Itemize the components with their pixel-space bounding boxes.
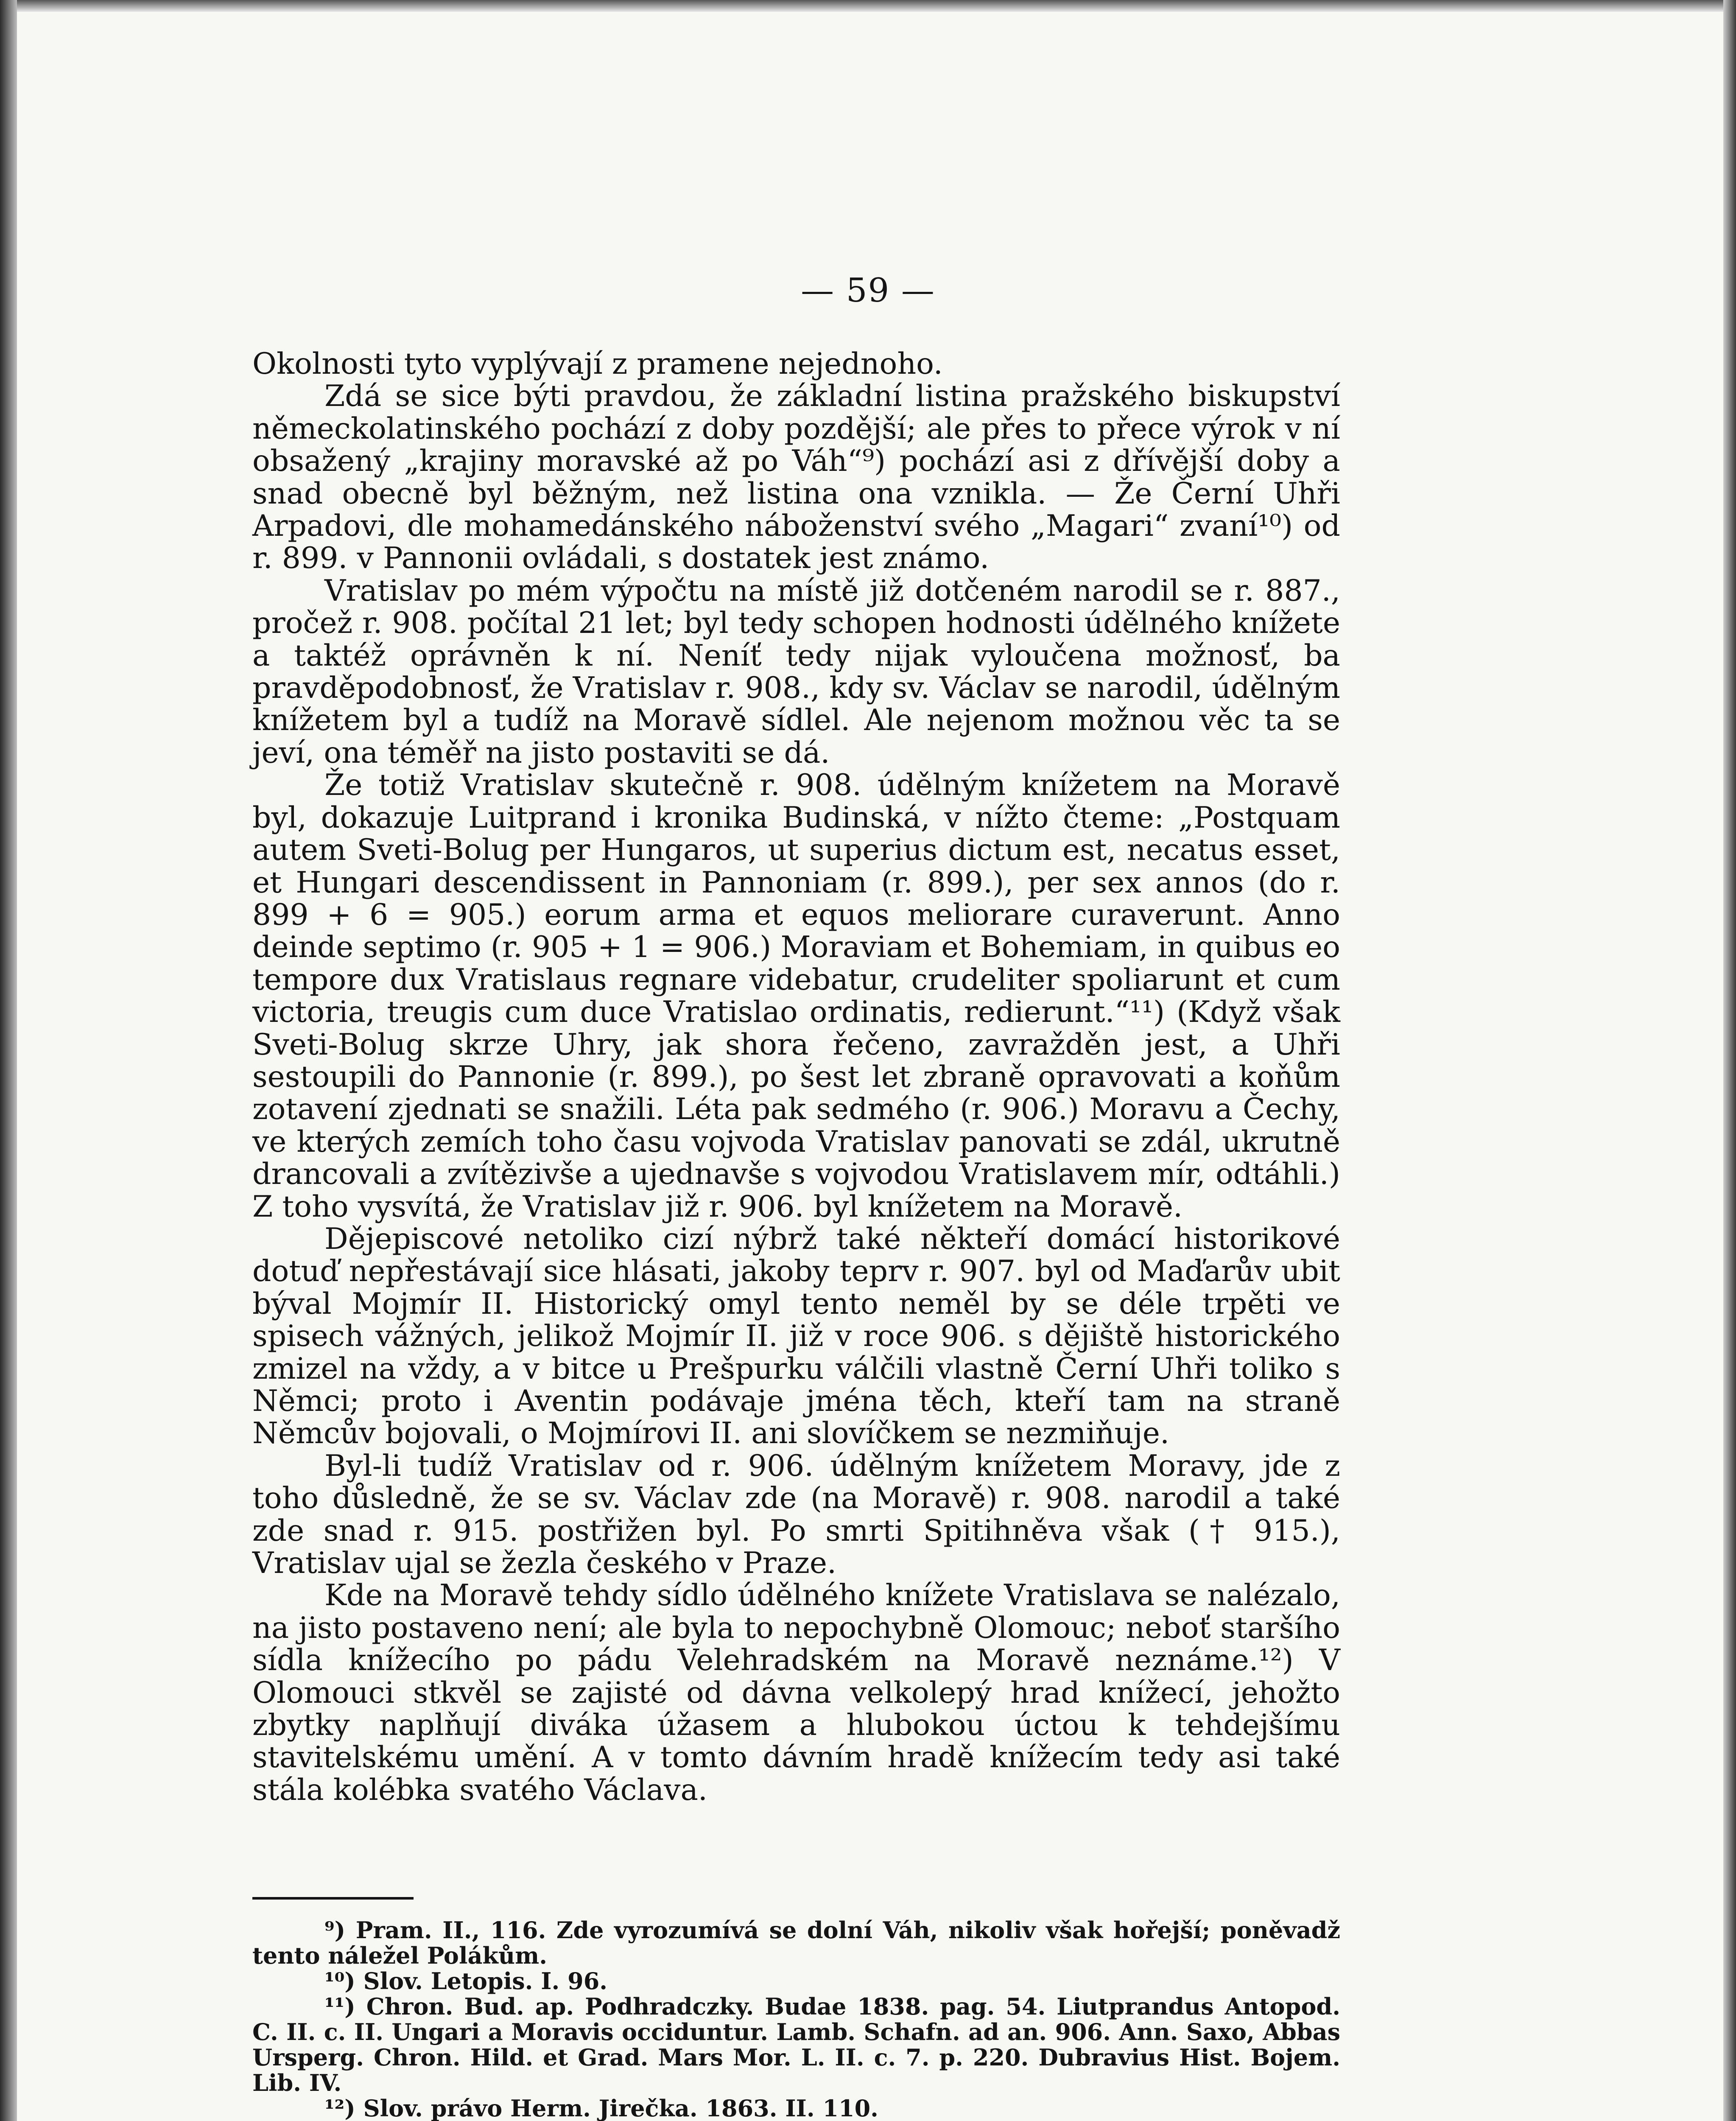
paragraph: Že totiž Vratislav skutečně r. 908. údělným knížetem na Moravě byl, dokazuje Luitprand i kronika Budinská, v nížto čteme: „Postquam autem Sveti-Bolug per Hungaros, ut superius dictum est, necatus esset, et Hungari descendissent in Pannoniam (r. 899.), per sex annos (do r. 899 + 6 = 905.) eorum arma et equos meliorare curaverunt. Anno deinde septimo (r. 905 + 1 = 906.) Moraviam et Bohemiam, in quibus eo tempore dux Vratislaus regnare videbatur, crudeliter spoliarunt et cum victoria, treugis cum duce Vratislao ordinatis, redierunt.“¹¹) (Když však Sveti-Bolug skrze Uhry, jak shora řečeno, zavražděn jest, a Uhři sestoupili do Pannonie (r. 899.), po šest let zbraně opravovati a koňům zotavení zjednati se snažili. Léta pak sedmého (r. 906.) Moravu a Čechy, ve kterých zemích toho času vojvoda Vratislav panovati se zdál, ukrutně drancovali a zvítězivše a ujednavše s vojvodou Vratislavem mír, odtáhli.) Z toho vysvítá, že Vratislav již r. 906. byl knížetem na Moravě. bbox=[252, 768, 1340, 1224]
scan-edge-right bbox=[1723, 0, 1736, 2121]
footnotes bbox=[252, 1917, 1340, 2121]
scan-edge-top bbox=[0, 0, 1736, 12]
paragraph: Zdá se sice býti pravdou, že základní listina pražského biskupství německolatinského pochází z doby pozdější; ale přes to přece výrok v ní obsažený „krajiny moravské až po Váh“⁹) pochází asi z dřívější doby a snad obecně byl běžným, než listina ona vznikla. — Že Černí Uhři Arpadovi, dle mohamedánského náboženství svého „Magari“ zvaní¹⁰) od r. 899. v Pannonii ovládali, s dostatek jest známo. bbox=[252, 379, 1340, 576]
scan-edge-left bbox=[0, 0, 17, 2121]
footnote: ¹¹) Chron. Bud. ap. Podhradczky. Budae 1838. pag. 54. Liutprandus Antopod. C. II. c. II. Ungari a Moravis occiduntur. Lamb. Schafn. ad an. 906. Ann. Saxo, Abbas Ursperg. Chron. Hild. et Grad. Mars Mor. L. II. c. 7. p. 220. Dubravius Hist. Bojem. Lib. IV. bbox=[252, 1993, 1340, 2096]
paragraph: Byl-li tudíž Vratislav od r. 906. údělným knížetem Moravy, jde z toho důsledně, že se sv. Václav zde (na Moravě) r. 908. narodil a také zde snad r. 915. postřižen byl. Po smrti Spitihněva však († 915.), Vratislav ujal se žezla českého v Praze. bbox=[252, 1448, 1340, 1581]
paragraph: Dějepiscové netoliko cizí nýbrž také někteří domácí historikové dotuď nepřestávají sice hlásati, jakoby teprv r. 907. byl od Maďarův ubit býval Mojmír II. Historický omyl tento neměl by se déle trpěti ve spisech vážných, jelikož Mojmír II. již v roce 906. s dějiště historického zmizel na vždy, a v bitce u Prešpurku válčili vlastně Černí Uhři toliko s Němci; proto i Aventin podávaje jména těch, kteří tam na straně Němcův bojovali, o Mojmírovi II. ani slovíčkem se nezmiňuje. bbox=[252, 1221, 1340, 1451]
footnote: ¹²) Slov. právo Herm. Jirečka. 1863. II. 110. bbox=[324, 2095, 878, 2121]
footnote-separator bbox=[252, 1897, 414, 1900]
footnote: ¹⁰) Slov. Letopis. I. 96. bbox=[324, 1967, 608, 1995]
paragraph: Vratislav po mém výpočtu na místě již dotčeném narodil se r. 887., pročež r. 908. počítal 21 let; byl tedy schopen hodnosti údělného knížete a taktéž oprávněn k ní. Neníť tedy nijak vyloučena možnosť, ba pravděpodobnosť, že Vratislav r. 908., kdy sv. Václav se narodil, údělným knížetem byl a tudíž na Moravě sídlel. Ale nejenom možnou věc ta se jeví, ona téměř na jisto postaviti se dá. bbox=[252, 573, 1340, 770]
paragraph: Okolnosti tyto vyplývají z pramene nejednoho. bbox=[252, 347, 943, 381]
paragraph: Kde na Moravě tehdy sídlo údělného knížete Vratislava se nalézalo, na jisto postaveno není; ale byla to nepochybně Olomouc; neboť staršího sídla knížecího po pádu Velehradském na Moravě neznáme.¹²) V Olomouci stkvěl se zajisté od dávna velkolepý hrad knížecí, jehožto zbytky naplňují diváka úžasem a hlubokou úctou k tehdejšímu stavitelskému umění. A v tomto dávním hradě knížecím tedy asi také stála kolébka svatého Václava. bbox=[252, 1578, 1340, 1807]
footnote: ⁹) Pram. II., 116. Zde vyrozumívá se dolní Váh, nikoliv však hořejší; poněvadž tento náležel Polákům. bbox=[252, 1917, 1340, 1969]
page-number: — 59 — bbox=[801, 271, 935, 310]
body-text bbox=[252, 348, 1340, 1806]
